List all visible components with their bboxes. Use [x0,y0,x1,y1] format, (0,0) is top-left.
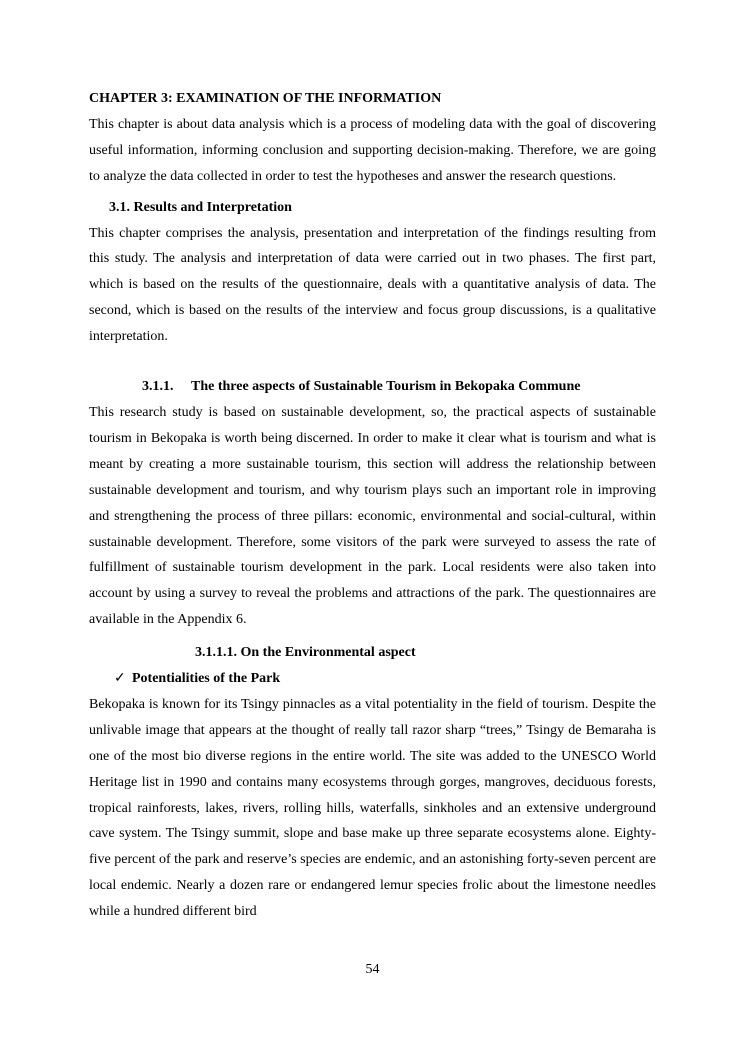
page-number: 54 [365,962,380,977]
chapter-heading: CHAPTER 3: EXAMINATION OF THE INFORMATION [89,91,442,106]
checkmark-icon: ✓ [114,671,126,687]
section-3-1-1-1-heading: 3.1.1.1. On the Environmental aspect [195,645,416,661]
section-3-1-1-1-paragraph: Bekopaka is known for its Tsingy pinnacles as a vital potentiality in the field of tourism. Despite the unlivable image that appears at the thought of really tall razor sharp “trees,” Tsingy de Bemaraha is one of the most bio diverse regions in the entire world. The site was added to the UNESCO World Heritage list in 1990 and contains many ecosystems through gorges, mangroves, deciduous forests, tropical rainforests, lakes, rivers, rolling hills, waterfalls, sinkholes and an extensive underground cave system. The Tsingy summit, slope and base make up three separate ecosystems alone. Eighty-five percent of the park and reserve’s species are endemic, and an astonishing forty-seven percent are local endemic. Nearly a dozen rare or endangered lemur species frolic about the limestone needles while a hundred different bird [89,696,656,920]
section-3-1-1-paragraph: This research study is based on sustainable development, so, the practical aspects of sustainable tourism in Bekopaka is worth being discerned. In order to make it clear what is tourism and what is meant by creating a more sustainable tourism, this section will address the relationship between sustainable development and tourism, and why tourism plays such an important role in improving and strengthening the process of three pillars: economic, environmental and social-cultural, within sustainable development. Therefore, some visitors of the park were surveyed to assess the rate of fulfillment of sustainable tourism development in the park. Local residents were also taken into account by using a survey to reveal the problems and attractions of the park. The questionnaires are available in the Appendix 6. [89,404,656,628]
section-3-1-1-title: The three aspects of Sustainable Tourism in Bekopaka Commune [191,379,581,395]
bullet-item [89,666,656,692]
section-3-1-paragraph: This chapter comprises the analysis, presentation and interpretation of the findings resulting from this study. The analysis and interpretation of data were carried out in two phases. The first part, which is based on the results of the questionnaire, deals with a quantitative analysis of data. The second, which is based on the results of the interview and focus group discussions, is a qualitative interpretation. [89,225,656,345]
intro-paragraph: This chapter is about data analysis which is a process of modeling data with the goal of discovering useful information, informing conclusion and supporting decision-making. Therefore, we are going to analyze the data collected in order to test the hypotheses and answer the research questions. [89,116,656,184]
bullet-label: Potentialities of the Park [132,671,281,687]
section-3-1-heading: 3.1. Results and Interpretation [109,199,292,215]
section-3-1-1-number: 3.1.1. [142,379,174,395]
document-page [89,86,656,925]
section-3-1-1-heading [89,374,656,400]
